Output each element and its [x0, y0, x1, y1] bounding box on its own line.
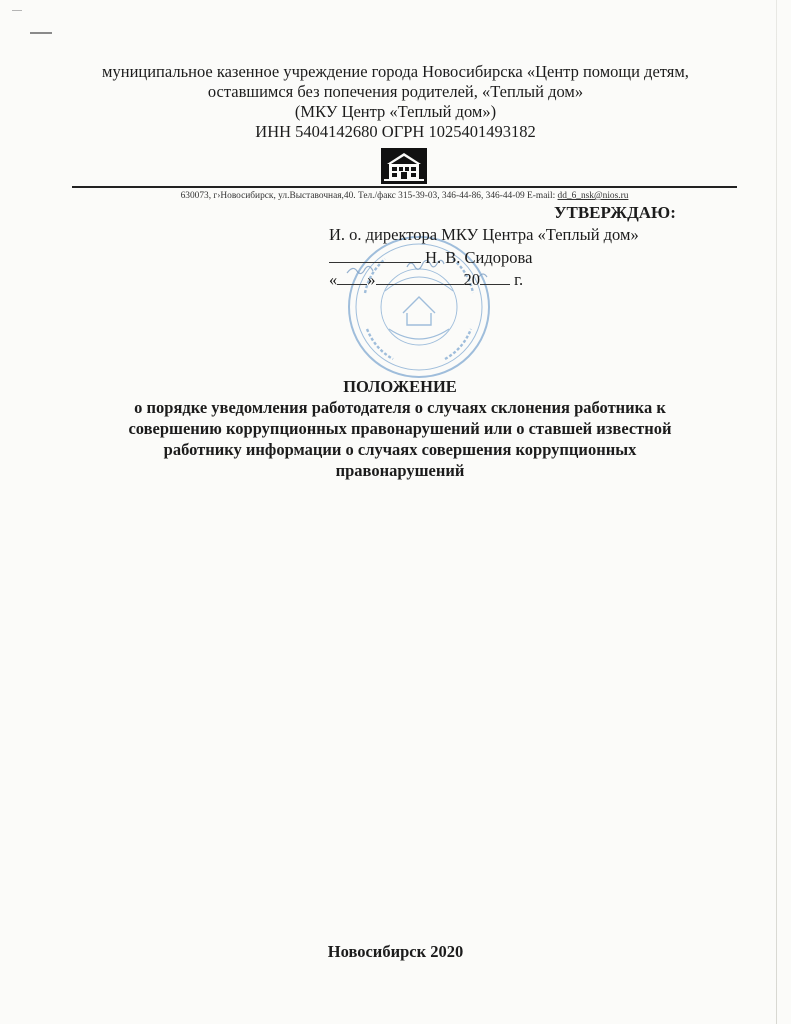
- date-year-blank: [480, 269, 510, 285]
- date-day-blank: [337, 269, 367, 285]
- signature-blank: [329, 247, 421, 263]
- header-line-2: оставшимся без попечения родителей, «Теплый дом»: [207, 82, 584, 101]
- date-suffix: г.: [514, 270, 524, 289]
- organization-header: [40, 62, 751, 142]
- contacts-line: [72, 191, 737, 201]
- date-close-quote: »: [367, 270, 376, 289]
- contacts-email[interactable]: dd_6_nsk@nios.ru: [557, 191, 629, 201]
- header-divider: [72, 186, 737, 188]
- approval-date: [329, 269, 523, 290]
- place-and-year: Новосибирск 2020: [327, 942, 464, 961]
- header-line-1: муниципальное казенное учреждение города Новосибирска «Центр помощи детям,: [102, 62, 689, 81]
- scan-artifact: [12, 10, 22, 11]
- header-line-4: ИНН 5404142680 ОГРН 1025401493182: [255, 122, 536, 141]
- date-year-prefix: 20: [463, 270, 480, 289]
- document-subtitle-line-4: правонарушений: [335, 461, 465, 480]
- document-subtitle-line-3: работнику информации о случаях совершения коррупционных: [163, 440, 637, 459]
- page-edge: [776, 0, 777, 1024]
- contacts-address: 630073, г›Новосибирск, ул.Выставочная,40. Тел./факс 315-39-03, 346-44-86, 346-44-09 E-mail:: [180, 191, 556, 201]
- header-line-3: (МКУ Центр «Теплый дом»): [294, 102, 497, 121]
- scan-artifact: [30, 32, 52, 34]
- house-logo-icon: [381, 148, 427, 184]
- signature-line: [329, 247, 532, 268]
- approval-title: УТВЕРЖДАЮ:: [554, 203, 676, 222]
- date-open-quote: «: [329, 270, 338, 289]
- approval-block: [0, 203, 791, 363]
- document-subtitle-line-2: совершению коррупционных правонарушений или о ставшей известной: [128, 419, 672, 438]
- approver-name: Н. В. Сидорова: [425, 248, 533, 267]
- date-month-blank: [376, 269, 464, 285]
- approver-position: И. о. директора МКУ Центра «Теплый дом»: [329, 225, 639, 244]
- document-title: ПОЛОЖЕНИЕ: [343, 377, 457, 396]
- document-title-block: [90, 376, 710, 481]
- document-subtitle-line-1: о порядке уведомления работодателя о случаях склонения работника к: [134, 398, 666, 417]
